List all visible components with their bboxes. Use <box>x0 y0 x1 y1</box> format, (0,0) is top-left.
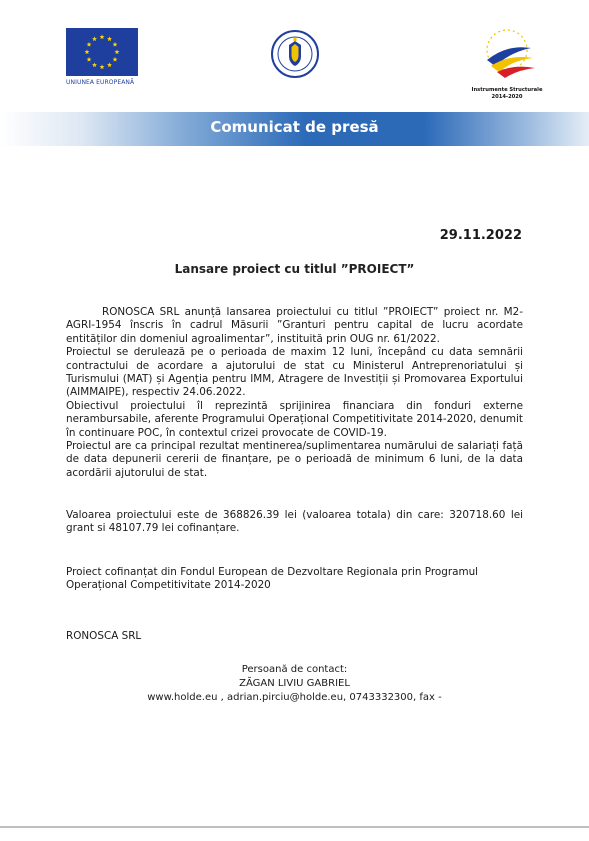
is-logo-caption-line2: 2014-2020 <box>491 94 523 100</box>
eu-star-icon <box>100 34 105 39</box>
body-paragraphs <box>66 306 523 480</box>
contact-name: ZĂGAN LIVIU GABRIEL <box>239 677 350 689</box>
eu-star-icon <box>92 62 97 67</box>
company-name: RONOSCA SRL <box>66 630 142 642</box>
eu-star-icon <box>87 42 92 47</box>
eu-star-icon <box>115 49 120 54</box>
banner-title: Comunicat de presă <box>210 118 379 136</box>
title-banner <box>0 112 589 146</box>
paragraph-intro: RONOSCA SRL anunță lansarea proiectului cu titlul ”PROIECT” proiect nr. M2-AGRI-1954 înscris în cadrul Măsurii ”Granturi pentru capital de lucru acordate entităților din domeniul agroalimentar”, instituită prin OUG nr. 61/2022. <box>66 306 523 345</box>
document-title: Lansare proiect cu titlul ”PROIECT” <box>174 262 415 276</box>
paragraph-duration: Proiectul se derulează pe o perioada de maxim 12 luni, începând cu data semnării contractului de acordare a ajutorului de stat cu Ministerul Antreprenoriatului și Turismului (MAT) și Agenția pentru IMM, Atragere de Investiții și Promovarea Exportului (AIMMAIPE), respectiv 24.06.2022. <box>66 346 523 399</box>
eu-star-icon <box>100 64 105 69</box>
eu-star-icon <box>113 57 118 62</box>
contact-label: Persoană de contact: <box>241 664 348 675</box>
eu-star-icon <box>107 36 112 41</box>
paragraph-objective: Obiectivul proiectului îl reprezintă sprijinirea financiara din fonduri externe nerambursabile, aferente Programului Operațional Competitivitate 2014-2020, denumit în continuare POC, în contextul crizei provocate de COVID-19. <box>66 399 523 439</box>
eu-logo-caption: UNIUNEA EUROPEANĂ <box>66 79 135 86</box>
eu-flag-icon <box>66 28 138 76</box>
eu-star-icon <box>113 42 118 47</box>
structural-instruments-icon <box>477 26 537 82</box>
contact-details: www.holde.eu , adrian.pirciu@holde.eu, 0743332300, fax - <box>147 691 442 703</box>
structural-instruments-logo <box>462 26 552 100</box>
eu-star-icon <box>107 62 112 67</box>
cofinancing-statement: Proiect cofinanțat din Fondul European de Dezvoltare Regionala prin Programul Operațional Competitivitate 2014-2020 <box>66 566 479 592</box>
paragraph-result: Proiectul are ca principal rezultat mentinerea/suplimentarea numărului de salariați față de data depunerii cererii de finanțare, pe o perioadă de minimum 6 luni, de la data acordării ajutorului de stat. <box>66 440 523 479</box>
document-date: 29.11.2022 <box>439 228 522 243</box>
eu-star-icon <box>85 49 90 54</box>
footer-divider <box>0 826 589 828</box>
government-emblem-icon <box>270 29 320 79</box>
eu-star-icon <box>87 57 92 62</box>
contact-block <box>0 663 589 704</box>
eu-logo <box>66 28 142 86</box>
is-logo-caption-line1: Instrumente Structurale <box>471 87 543 93</box>
eu-star-icon <box>92 36 97 41</box>
project-value: Valoarea proiectului este de 368826.39 lei (valoarea totala) din care: 320718.60 lei grant si 48107.79 lei cofinanțare. <box>66 509 523 535</box>
